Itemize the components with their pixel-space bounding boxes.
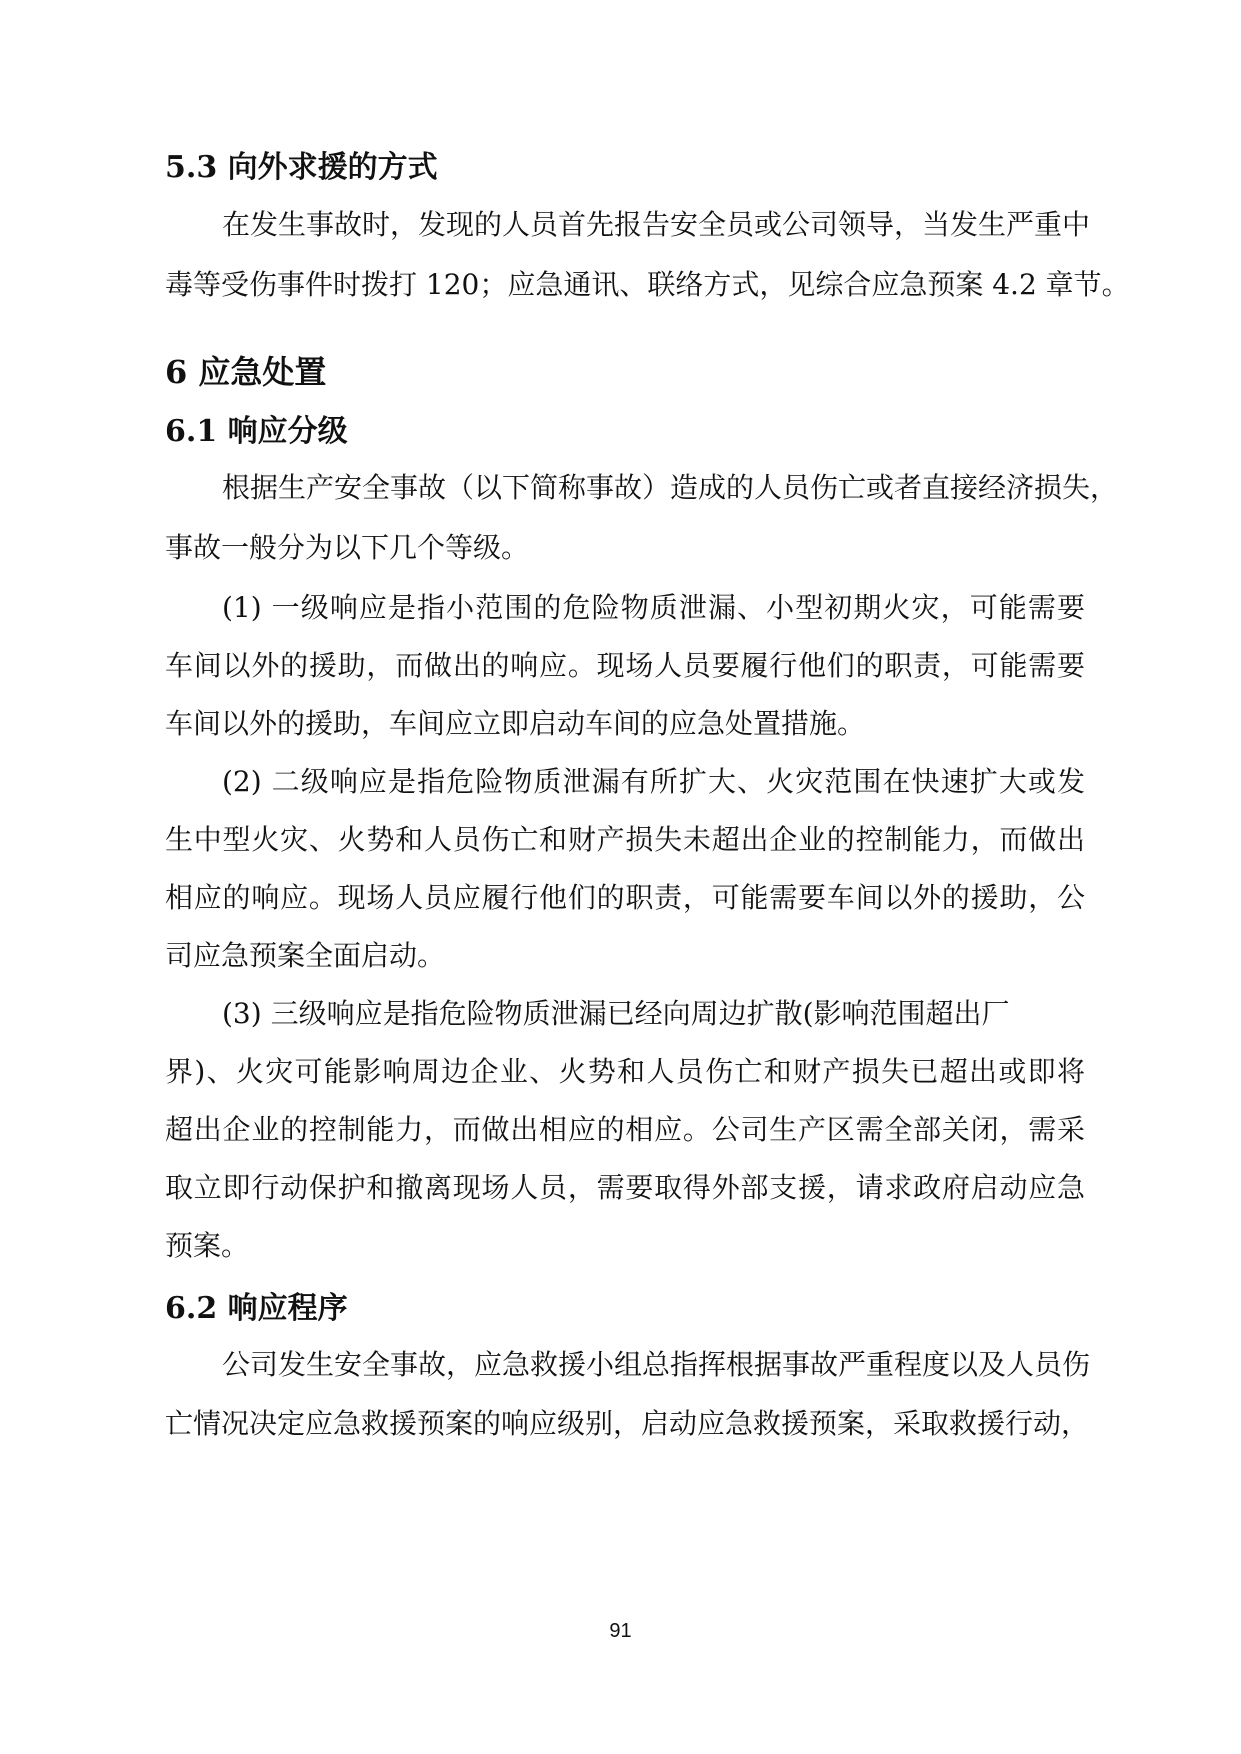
page-number: 91 [609,1620,632,1642]
paragraph-line: 公司发生安全事故，应急救援小组总指挥根据事故严重程度以及人员伤 [222,1348,1091,1381]
list-item-line: 预案。 [165,1229,250,1262]
list-item-line: 超出企业的控制能力，而做出相应的相应。公司生产区需全部关闭，需采 [165,1113,1085,1146]
heading-5-3: 5.3 向外求援的方式 [165,150,438,185]
paragraph-line: 毒等受伤事件时拨打 120；应急通讯、联络方式，见综合应急预案 4.2 章节。 [165,268,1130,301]
list-item-line: 车间以外的援助，车间应立即启动车间的应急处置措施。 [165,707,866,740]
heading-6-1: 6.1 响应分级 [165,414,348,449]
paragraph-line: 事故一般分为以下几个等级。 [165,531,530,564]
list-item-line: 取立即行动保护和撤离现场人员，需要取得外部支援，请求政府启动应急 [165,1171,1085,1204]
list-item-line: 界)、火灾可能影响周边企业、火势和人员伤亡和财产损失已超出或即将 [165,1055,1085,1088]
heading-6-2: 6.2 响应程序 [165,1291,348,1326]
paragraph-line: 在发生事故时，发现的人员首先报告安全员或公司领导，当发生严重中 [222,208,1091,241]
list-item-line: (3) 三级响应是指危险物质泄漏已经向周边扩散(影响范围超出厂 [222,997,1010,1030]
list-item-line: 相应的响应。现场人员应履行他们的职责，可能需要车间以外的援助，公 [165,881,1085,914]
paragraph-line: 根据生产安全事故（以下简称事故）造成的人员伤亡或者直接经济损失， [222,471,1119,504]
list-item-line: 车间以外的援助，而做出的响应。现场人员要履行他们的职责，可能需要 [165,649,1085,682]
paragraph-line: 亡情况决定应急救援预案的响应级别，启动应急救援预案，采取救援行动， [165,1407,1090,1440]
list-item-line: 生中型火灾、火势和人员伤亡和财产损失未超出企业的控制能力，而做出 [165,823,1085,856]
heading-6: 6 应急处置 [165,353,327,391]
list-item-line: 司应急预案全面启动。 [165,939,446,972]
list-item-line: (2) 二级响应是指危险物质泄漏有所扩大、火灾范围在快速扩大或发 [222,765,1085,798]
list-item-line: (1) 一级响应是指小范围的危险物质泄漏、小型初期火灾，可能需要 [222,591,1085,624]
